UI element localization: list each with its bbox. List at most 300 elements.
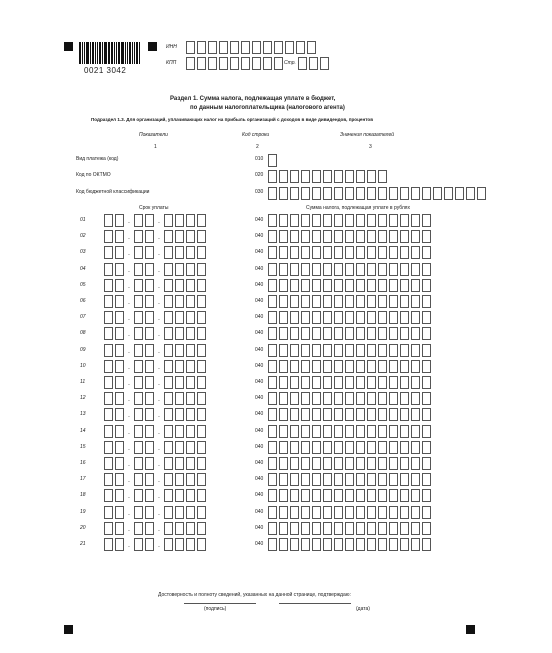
term-month-cell[interactable]	[145, 327, 154, 340]
kbk-cell[interactable]	[444, 187, 453, 200]
kbk-cell[interactable]	[378, 187, 387, 200]
sum-cell[interactable]	[279, 360, 288, 373]
sum-cell[interactable]	[422, 214, 431, 227]
term-day-cell[interactable]	[104, 246, 113, 259]
oktmo-cell[interactable]	[279, 170, 288, 183]
sum-cell[interactable]	[411, 376, 420, 389]
term-month-cell[interactable]	[134, 230, 143, 243]
sum-cell[interactable]	[356, 344, 365, 357]
term-year-cell[interactable]	[175, 344, 184, 357]
sum-cell[interactable]	[400, 327, 409, 340]
sum-cell[interactable]	[290, 230, 299, 243]
sum-cell[interactable]	[334, 327, 343, 340]
term-year-cell[interactable]	[175, 506, 184, 519]
sum-cell[interactable]	[290, 376, 299, 389]
term-year-cell[interactable]	[197, 441, 206, 454]
term-day-cell[interactable]	[115, 246, 124, 259]
sum-cell[interactable]	[411, 538, 420, 551]
term-year-cell[interactable]	[186, 279, 195, 292]
sum-cell[interactable]	[290, 425, 299, 438]
term-month-cell[interactable]	[134, 246, 143, 259]
kbk-cell[interactable]	[301, 187, 310, 200]
sum-cell[interactable]	[367, 489, 376, 502]
sum-cell[interactable]	[422, 344, 431, 357]
term-year-cell[interactable]	[164, 295, 173, 308]
sum-cell[interactable]	[389, 441, 398, 454]
sum-cell[interactable]	[378, 392, 387, 405]
sum-cell[interactable]	[279, 376, 288, 389]
sum-cell[interactable]	[356, 214, 365, 227]
term-day-cell[interactable]	[115, 441, 124, 454]
sum-cell[interactable]	[356, 473, 365, 486]
term-year-cell[interactable]	[197, 522, 206, 535]
sum-cell[interactable]	[345, 246, 354, 259]
sum-cell[interactable]	[301, 344, 310, 357]
sum-cell[interactable]	[400, 408, 409, 421]
sum-cell[interactable]	[279, 263, 288, 276]
sum-cell[interactable]	[389, 344, 398, 357]
term-day-cell[interactable]	[104, 522, 113, 535]
sum-cell[interactable]	[367, 392, 376, 405]
sum-cell[interactable]	[400, 279, 409, 292]
sum-cell[interactable]	[389, 457, 398, 470]
sum-cell[interactable]	[422, 538, 431, 551]
sum-cell[interactable]	[378, 327, 387, 340]
inn-cell[interactable]	[230, 41, 239, 54]
term-year-cell[interactable]	[197, 344, 206, 357]
sum-cell[interactable]	[356, 506, 365, 519]
sum-cell[interactable]	[367, 230, 376, 243]
sum-cell[interactable]	[411, 311, 420, 324]
sum-cell[interactable]	[345, 489, 354, 502]
sum-cell[interactable]	[290, 295, 299, 308]
term-month-cell[interactable]	[134, 263, 143, 276]
sum-cell[interactable]	[345, 263, 354, 276]
sum-cell[interactable]	[268, 538, 277, 551]
term-year-cell[interactable]	[197, 408, 206, 421]
sum-cell[interactable]	[323, 295, 332, 308]
sum-cell[interactable]	[334, 522, 343, 535]
term-month-cell[interactable]	[134, 279, 143, 292]
term-year-cell[interactable]	[197, 506, 206, 519]
sum-cell[interactable]	[312, 408, 321, 421]
term-year-cell[interactable]	[186, 360, 195, 373]
sum-cell[interactable]	[411, 230, 420, 243]
term-day-cell[interactable]	[104, 376, 113, 389]
sum-cell[interactable]	[268, 441, 277, 454]
sum-cell[interactable]	[279, 392, 288, 405]
sum-cell[interactable]	[422, 311, 431, 324]
sum-cell[interactable]	[356, 246, 365, 259]
sum-cell[interactable]	[356, 425, 365, 438]
term-year-cell[interactable]	[175, 311, 184, 324]
term-month-cell[interactable]	[145, 457, 154, 470]
term-year-cell[interactable]	[197, 295, 206, 308]
term-year-cell[interactable]	[197, 327, 206, 340]
oktmo-cell[interactable]	[367, 170, 376, 183]
sum-cell[interactable]	[323, 522, 332, 535]
sum-cell[interactable]	[334, 392, 343, 405]
term-year-cell[interactable]	[175, 230, 184, 243]
sum-cell[interactable]	[389, 522, 398, 535]
sum-cell[interactable]	[367, 441, 376, 454]
sum-cell[interactable]	[367, 408, 376, 421]
sum-cell[interactable]	[356, 230, 365, 243]
term-month-cell[interactable]	[145, 295, 154, 308]
sum-cell[interactable]	[312, 344, 321, 357]
oktmo-cell[interactable]	[356, 170, 365, 183]
sum-cell[interactable]	[290, 311, 299, 324]
sum-cell[interactable]	[356, 376, 365, 389]
sum-cell[interactable]	[389, 473, 398, 486]
oktmo-cell[interactable]	[312, 170, 321, 183]
kbk-cell[interactable]	[477, 187, 486, 200]
term-year-cell[interactable]	[175, 441, 184, 454]
sum-cell[interactable]	[378, 522, 387, 535]
sum-cell[interactable]	[389, 311, 398, 324]
term-year-cell[interactable]	[164, 489, 173, 502]
term-day-cell[interactable]	[115, 522, 124, 535]
sum-cell[interactable]	[312, 230, 321, 243]
sum-cell[interactable]	[356, 360, 365, 373]
term-year-cell[interactable]	[164, 376, 173, 389]
term-year-cell[interactable]	[186, 214, 195, 227]
sum-cell[interactable]	[378, 489, 387, 502]
term-year-cell[interactable]	[164, 279, 173, 292]
term-month-cell[interactable]	[145, 392, 154, 405]
sum-cell[interactable]	[378, 538, 387, 551]
term-year-cell[interactable]	[164, 522, 173, 535]
sum-cell[interactable]	[378, 506, 387, 519]
term-month-cell[interactable]	[134, 441, 143, 454]
sum-cell[interactable]	[389, 538, 398, 551]
sum-cell[interactable]	[312, 489, 321, 502]
term-year-cell[interactable]	[186, 425, 195, 438]
sum-cell[interactable]	[279, 295, 288, 308]
sum-cell[interactable]	[345, 392, 354, 405]
term-year-cell[interactable]	[164, 473, 173, 486]
sum-cell[interactable]	[290, 263, 299, 276]
term-year-cell[interactable]	[186, 489, 195, 502]
sum-cell[interactable]	[400, 246, 409, 259]
term-month-cell[interactable]	[145, 246, 154, 259]
term-day-cell[interactable]	[115, 311, 124, 324]
inn-cell[interactable]	[197, 41, 206, 54]
sum-cell[interactable]	[268, 489, 277, 502]
sum-cell[interactable]	[323, 441, 332, 454]
term-day-cell[interactable]	[115, 279, 124, 292]
sum-cell[interactable]	[268, 376, 277, 389]
sum-cell[interactable]	[268, 246, 277, 259]
term-year-cell[interactable]	[197, 311, 206, 324]
sum-cell[interactable]	[312, 295, 321, 308]
sum-cell[interactable]	[378, 344, 387, 357]
sum-cell[interactable]	[268, 425, 277, 438]
term-day-cell[interactable]	[104, 538, 113, 551]
sum-cell[interactable]	[378, 263, 387, 276]
term-day-cell[interactable]	[115, 473, 124, 486]
term-day-cell[interactable]	[104, 360, 113, 373]
term-year-cell[interactable]	[164, 230, 173, 243]
sum-cell[interactable]	[334, 376, 343, 389]
sum-cell[interactable]	[334, 311, 343, 324]
sum-cell[interactable]	[345, 473, 354, 486]
term-year-cell[interactable]	[186, 408, 195, 421]
term-month-cell[interactable]	[134, 489, 143, 502]
term-month-cell[interactable]	[145, 311, 154, 324]
sum-cell[interactable]	[323, 425, 332, 438]
term-day-cell[interactable]	[104, 230, 113, 243]
kbk-cell[interactable]	[345, 187, 354, 200]
term-month-cell[interactable]	[145, 214, 154, 227]
term-year-cell[interactable]	[197, 376, 206, 389]
term-year-cell[interactable]	[164, 246, 173, 259]
term-day-cell[interactable]	[115, 392, 124, 405]
term-month-cell[interactable]	[134, 425, 143, 438]
sum-cell[interactable]	[323, 489, 332, 502]
sum-cell[interactable]	[367, 327, 376, 340]
sum-cell[interactable]	[334, 295, 343, 308]
term-month-cell[interactable]	[134, 295, 143, 308]
sum-cell[interactable]	[334, 425, 343, 438]
sum-cell[interactable]	[301, 295, 310, 308]
sum-cell[interactable]	[367, 522, 376, 535]
term-month-cell[interactable]	[134, 506, 143, 519]
term-year-cell[interactable]	[175, 522, 184, 535]
kpp-cell[interactable]	[219, 57, 228, 70]
oktmo-cell[interactable]	[378, 170, 387, 183]
sum-cell[interactable]	[400, 230, 409, 243]
kbk-cell[interactable]	[323, 187, 332, 200]
sum-cell[interactable]	[323, 506, 332, 519]
term-month-cell[interactable]	[134, 457, 143, 470]
sum-cell[interactable]	[301, 327, 310, 340]
sum-cell[interactable]	[290, 392, 299, 405]
kbk-cell[interactable]	[290, 187, 299, 200]
sum-cell[interactable]	[323, 473, 332, 486]
term-year-cell[interactable]	[197, 489, 206, 502]
sum-cell[interactable]	[400, 311, 409, 324]
sum-cell[interactable]	[389, 246, 398, 259]
sum-cell[interactable]	[411, 489, 420, 502]
term-year-cell[interactable]	[164, 538, 173, 551]
sum-cell[interactable]	[411, 425, 420, 438]
sum-cell[interactable]	[345, 522, 354, 535]
sum-cell[interactable]	[312, 279, 321, 292]
sum-cell[interactable]	[301, 538, 310, 551]
sum-cell[interactable]	[356, 489, 365, 502]
oktmo-cell[interactable]	[334, 170, 343, 183]
sum-cell[interactable]	[400, 522, 409, 535]
sum-cell[interactable]	[301, 230, 310, 243]
term-month-cell[interactable]	[145, 279, 154, 292]
sum-cell[interactable]	[312, 425, 321, 438]
term-day-cell[interactable]	[115, 230, 124, 243]
inn-cell[interactable]	[307, 41, 316, 54]
sum-cell[interactable]	[367, 425, 376, 438]
term-year-cell[interactable]	[175, 376, 184, 389]
sum-cell[interactable]	[334, 214, 343, 227]
inn-cell[interactable]	[263, 41, 272, 54]
sum-cell[interactable]	[323, 246, 332, 259]
sum-cell[interactable]	[334, 360, 343, 373]
sum-cell[interactable]	[268, 279, 277, 292]
sum-cell[interactable]	[389, 376, 398, 389]
sum-cell[interactable]	[422, 408, 431, 421]
sum-cell[interactable]	[345, 506, 354, 519]
sum-cell[interactable]	[301, 408, 310, 421]
sum-cell[interactable]	[367, 214, 376, 227]
sum-cell[interactable]	[290, 522, 299, 535]
sum-cell[interactable]	[422, 376, 431, 389]
kpp-cell[interactable]	[208, 57, 217, 70]
sum-cell[interactable]	[279, 489, 288, 502]
kbk-cell[interactable]	[455, 187, 464, 200]
sum-cell[interactable]	[400, 441, 409, 454]
term-day-cell[interactable]	[115, 376, 124, 389]
term-month-cell[interactable]	[134, 408, 143, 421]
sum-cell[interactable]	[334, 473, 343, 486]
sum-cell[interactable]	[345, 279, 354, 292]
sum-cell[interactable]	[345, 295, 354, 308]
term-day-cell[interactable]	[104, 473, 113, 486]
term-day-cell[interactable]	[104, 425, 113, 438]
sum-cell[interactable]	[411, 263, 420, 276]
sum-cell[interactable]	[290, 506, 299, 519]
sum-cell[interactable]	[400, 425, 409, 438]
term-day-cell[interactable]	[115, 538, 124, 551]
sum-cell[interactable]	[279, 522, 288, 535]
term-year-cell[interactable]	[175, 246, 184, 259]
term-day-cell[interactable]	[115, 327, 124, 340]
sum-cell[interactable]	[268, 408, 277, 421]
sum-cell[interactable]	[367, 538, 376, 551]
sum-cell[interactable]	[367, 263, 376, 276]
sum-cell[interactable]	[411, 279, 420, 292]
term-month-cell[interactable]	[134, 538, 143, 551]
term-month-cell[interactable]	[134, 311, 143, 324]
sum-cell[interactable]	[389, 230, 398, 243]
sum-cell[interactable]	[378, 311, 387, 324]
sum-cell[interactable]	[400, 263, 409, 276]
term-year-cell[interactable]	[186, 295, 195, 308]
inn-cell[interactable]	[285, 41, 294, 54]
term-day-cell[interactable]	[115, 344, 124, 357]
sum-cell[interactable]	[367, 360, 376, 373]
sum-cell[interactable]	[290, 344, 299, 357]
term-year-cell[interactable]	[164, 214, 173, 227]
sum-cell[interactable]	[411, 473, 420, 486]
sum-cell[interactable]	[334, 538, 343, 551]
sum-cell[interactable]	[290, 473, 299, 486]
term-month-cell[interactable]	[134, 522, 143, 535]
term-day-cell[interactable]	[104, 506, 113, 519]
sum-cell[interactable]	[378, 457, 387, 470]
term-month-cell[interactable]	[145, 263, 154, 276]
term-year-cell[interactable]	[186, 344, 195, 357]
term-year-cell[interactable]	[197, 392, 206, 405]
sum-cell[interactable]	[301, 473, 310, 486]
sum-cell[interactable]	[323, 344, 332, 357]
sum-cell[interactable]	[301, 246, 310, 259]
sum-cell[interactable]	[356, 392, 365, 405]
sum-cell[interactable]	[422, 230, 431, 243]
sum-cell[interactable]	[323, 457, 332, 470]
term-month-cell[interactable]	[134, 376, 143, 389]
sum-cell[interactable]	[356, 441, 365, 454]
sum-cell[interactable]	[356, 457, 365, 470]
term-year-cell[interactable]	[186, 392, 195, 405]
sum-cell[interactable]	[411, 214, 420, 227]
term-day-cell[interactable]	[104, 263, 113, 276]
kbk-cell[interactable]	[356, 187, 365, 200]
term-day-cell[interactable]	[104, 327, 113, 340]
sum-cell[interactable]	[323, 230, 332, 243]
sum-cell[interactable]	[356, 295, 365, 308]
sum-cell[interactable]	[279, 506, 288, 519]
sum-cell[interactable]	[389, 489, 398, 502]
term-year-cell[interactable]	[175, 214, 184, 227]
sum-cell[interactable]	[411, 441, 420, 454]
sum-cell[interactable]	[367, 295, 376, 308]
kbk-cell[interactable]	[411, 187, 420, 200]
sum-cell[interactable]	[422, 522, 431, 535]
sum-cell[interactable]	[389, 214, 398, 227]
sum-cell[interactable]	[323, 327, 332, 340]
sum-cell[interactable]	[279, 344, 288, 357]
sum-cell[interactable]	[356, 311, 365, 324]
sum-cell[interactable]	[400, 457, 409, 470]
term-day-cell[interactable]	[115, 360, 124, 373]
sum-cell[interactable]	[378, 441, 387, 454]
sum-cell[interactable]	[312, 506, 321, 519]
term-year-cell[interactable]	[175, 538, 184, 551]
inn-cell[interactable]	[252, 41, 261, 54]
sum-cell[interactable]	[389, 295, 398, 308]
term-year-cell[interactable]	[186, 522, 195, 535]
term-day-cell[interactable]	[115, 263, 124, 276]
term-day-cell[interactable]	[115, 295, 124, 308]
sum-cell[interactable]	[422, 360, 431, 373]
sum-cell[interactable]	[378, 295, 387, 308]
term-day-cell[interactable]	[104, 311, 113, 324]
term-month-cell[interactable]	[134, 392, 143, 405]
kbk-cell[interactable]	[268, 187, 277, 200]
term-year-cell[interactable]	[186, 441, 195, 454]
oktmo-cell[interactable]	[268, 170, 277, 183]
term-year-cell[interactable]	[197, 473, 206, 486]
sum-cell[interactable]	[290, 489, 299, 502]
term-year-cell[interactable]	[186, 327, 195, 340]
sum-cell[interactable]	[378, 230, 387, 243]
sum-cell[interactable]	[345, 327, 354, 340]
sum-cell[interactable]	[279, 279, 288, 292]
kpp-cell[interactable]	[197, 57, 206, 70]
sum-cell[interactable]	[389, 392, 398, 405]
sum-cell[interactable]	[323, 538, 332, 551]
term-year-cell[interactable]	[164, 425, 173, 438]
sum-cell[interactable]	[378, 279, 387, 292]
term-month-cell[interactable]	[145, 522, 154, 535]
term-year-cell[interactable]	[164, 344, 173, 357]
sum-cell[interactable]	[301, 506, 310, 519]
sum-cell[interactable]	[389, 263, 398, 276]
term-month-cell[interactable]	[145, 473, 154, 486]
sum-cell[interactable]	[422, 457, 431, 470]
sum-cell[interactable]	[312, 214, 321, 227]
sum-cell[interactable]	[345, 376, 354, 389]
inn-cell[interactable]	[296, 41, 305, 54]
